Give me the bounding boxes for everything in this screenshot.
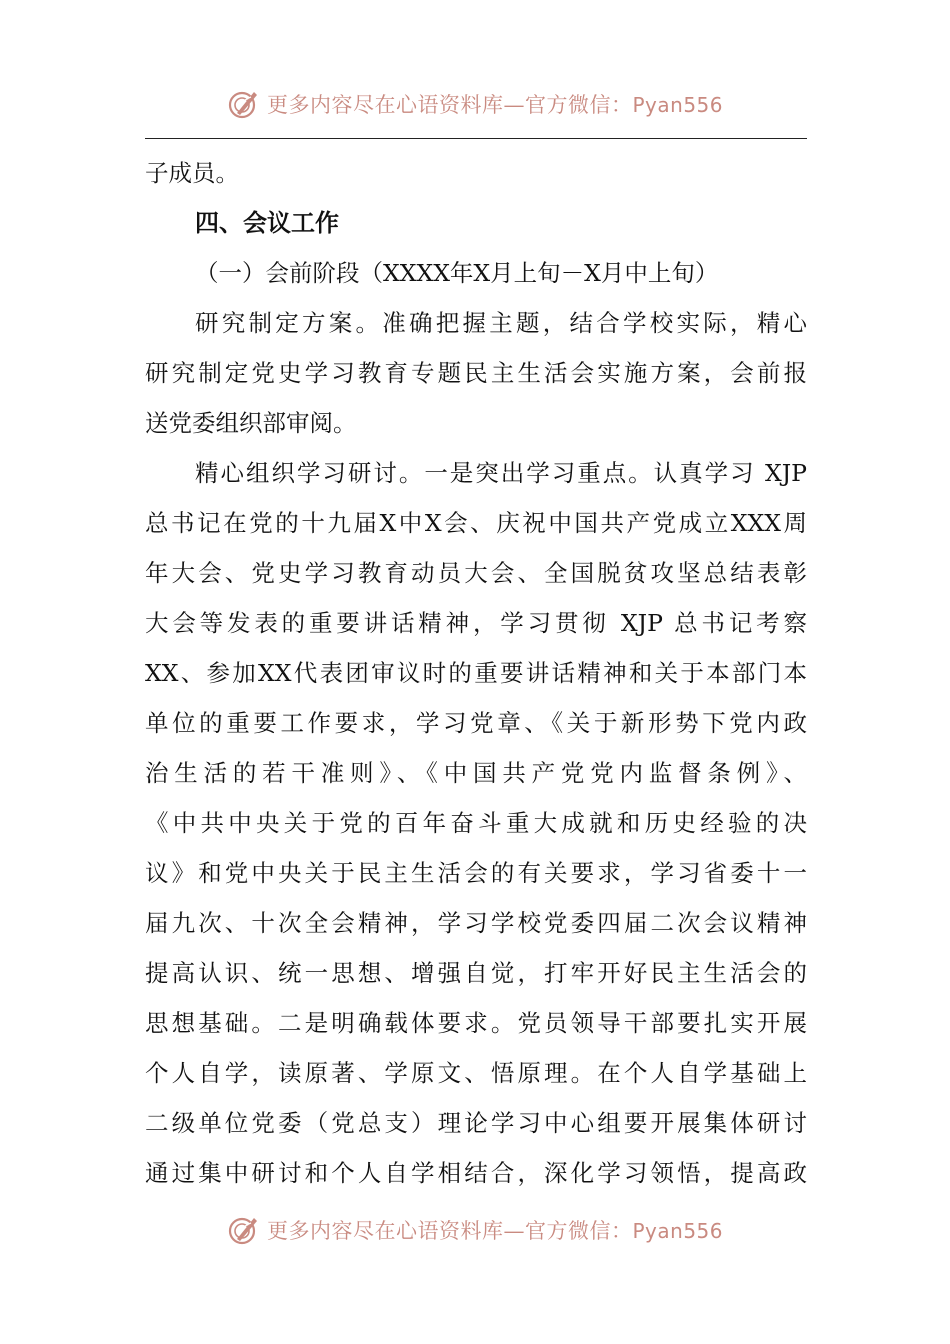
paragraph-line: 思想基础。二是明确载体要求。党员领导干部要扎实开展 [145,1009,807,1037]
paragraph-line: 研究制定党史学习教育专题民主生活会实施方案，会前报 [145,359,807,387]
paragraph-line: 提高认识、统一思想、增强自觉，打牢开好民主生活会的 [145,959,807,987]
pen-logo-icon [227,87,261,121]
paragraph-line: 通过集中研讨和个人自学相结合，深化学习领悟，提高政 [145,1159,807,1187]
paragraph-line: 单位的重要工作要求，学习党章、《关于新形势下党内政 [145,709,807,737]
text-line: 子成员。 [145,159,239,187]
header-watermark [0,84,950,124]
paragraph-line: 《中共中央关于党的百年奋斗重大成就和历史经验的决 [145,809,807,837]
header-divider [145,138,807,139]
paragraph-line: 大会等发表的重要讲话精神，学习贯彻 XJP 总书记考察 [145,609,807,637]
watermark-text: 更多内容尽在心语资料库—官方微信：Pyan556 [266,93,723,117]
paragraph-line: 议》和党中央关于民主生活会的有关要求，学习省委十一 [145,859,807,887]
subsection-heading: （一）会前阶段（XXXX年X月上旬－X月中上旬） [195,259,719,287]
document-body [145,148,807,1198]
section-heading: 四、会议工作 [195,209,339,237]
paragraph-line: 二级单位党委（党总支）理论学习中心组要开展集体研讨 [145,1109,807,1137]
footer-watermark [0,1210,950,1250]
paragraph-line: XX、参加XX代表团审议时的重要讲话精神和关于本部门本 [145,659,807,687]
paragraph-line: 研究制定方案。准确把握主题，结合学校实际，精心 [195,309,807,337]
paragraph-line: 精心组织学习研讨。一是突出学习重点。认真学习 XJP [195,459,807,487]
paragraph-line: 年大会、党史学习教育动员大会、全国脱贫攻坚总结表彰 [145,559,807,587]
pen-logo-icon [227,1213,261,1247]
paragraph-line: 送党委组织部审阅。 [145,409,357,437]
paragraph-line: 个人自学，读原著、学原文、悟原理。在个人自学基础上 [145,1059,807,1087]
paragraph-line: 届九次、十次全会精神，学习学校党委四届二次会议精神 [145,909,807,937]
watermark-text: 更多内容尽在心语资料库—官方微信：Pyan556 [266,1219,723,1243]
paragraph-line: 治生活的若干准则》、《中国共产党党内监督条例》、 [145,759,807,787]
paragraph-line: 总书记在党的十九届X中X会、庆祝中国共产党成立XXX周 [145,509,807,537]
